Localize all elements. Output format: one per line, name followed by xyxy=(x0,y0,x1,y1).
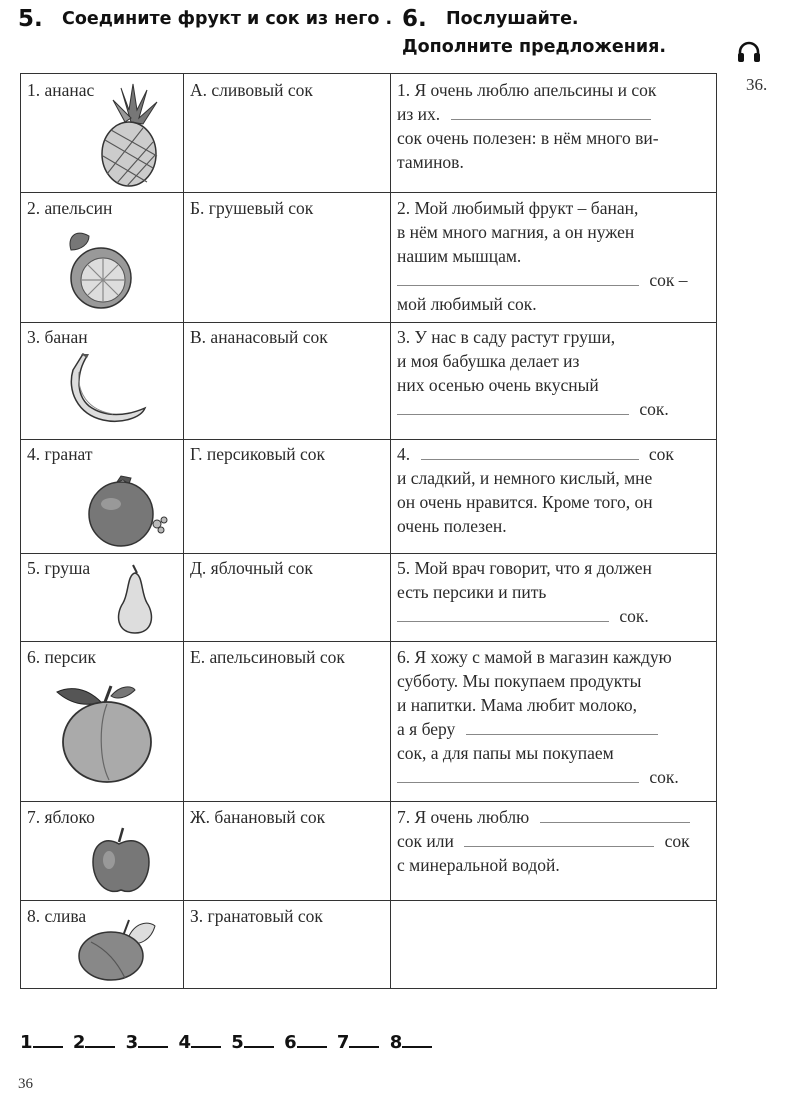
sentence-2-line: в нём много магния, а он нужен xyxy=(397,222,635,242)
sentence-6-line: сок, а для папы мы покупаем xyxy=(397,743,614,763)
answer-number: 3 xyxy=(125,1032,139,1053)
sentence-5-text: сок. xyxy=(619,606,649,626)
sentence-7-text: 7. Я очень люблю xyxy=(397,807,530,827)
answer-line xyxy=(20,1028,436,1053)
row-divider xyxy=(21,553,716,554)
sentence-1-text: из их. xyxy=(397,104,441,124)
sentence-6-line: и напитки. Мама любит молоко, xyxy=(397,695,637,715)
fruit-label: 6. персик xyxy=(27,647,97,667)
sentence-6-text: сок. xyxy=(649,767,679,787)
task6-number: 6. xyxy=(402,6,427,32)
sentence-3-line: 3. У нас в саду растут груши, xyxy=(397,327,616,347)
answer-number: 6 xyxy=(284,1032,297,1053)
orange-icon xyxy=(65,224,135,314)
answer-slot[interactable] xyxy=(138,1028,168,1048)
sentence-2-line: нашим мышцам. xyxy=(397,246,522,266)
apple-icon xyxy=(89,826,153,896)
juice-option: Д. яблочный сок xyxy=(190,558,313,578)
row-divider xyxy=(21,322,716,323)
sentence-7-text: сок xyxy=(664,831,690,851)
pear-icon xyxy=(109,563,161,637)
row-divider xyxy=(21,801,716,802)
pomegranate-icon xyxy=(77,472,171,550)
plum-icon xyxy=(77,916,157,982)
sentence-5-line xyxy=(397,604,649,628)
sentence-7-line xyxy=(397,829,690,853)
sentence-3-line: них осенью очень вкусный xyxy=(397,375,599,395)
sentence-5-line: 5. Мой врач говорит, что я должен xyxy=(397,558,652,578)
juice-option: Ж. банановый сок xyxy=(190,807,326,827)
row-divider xyxy=(21,439,716,440)
page-number: 36 xyxy=(18,1076,33,1092)
juice-option: Г. персиковый сок xyxy=(190,444,326,464)
sentence-7-text: сок или xyxy=(397,831,454,851)
answer-slot[interactable] xyxy=(297,1028,327,1048)
pineapple-icon xyxy=(91,82,171,188)
answer-slot[interactable] xyxy=(402,1028,432,1048)
fruit-label: 3. банан xyxy=(27,327,88,347)
task6-title-line1: Послушайте. xyxy=(446,9,579,29)
answer-slot[interactable] xyxy=(85,1028,115,1048)
juice-option: З. гранатовый сок xyxy=(190,906,323,926)
peach-icon xyxy=(53,680,157,784)
answer-number: 7 xyxy=(336,1032,350,1053)
answer-number: 4 xyxy=(178,1032,191,1053)
answer-blank[interactable] xyxy=(397,271,639,286)
sentence-4-text: сок xyxy=(648,444,674,464)
sentence-3-line xyxy=(397,397,669,421)
column-divider xyxy=(390,74,391,988)
fruit-label: 5. груша xyxy=(27,558,91,578)
sentence-3-text: сок. xyxy=(639,399,669,419)
juice-option: А. сливовый сок xyxy=(190,80,313,100)
juice-option: В. ананасовый сок xyxy=(190,327,328,347)
answer-slot[interactable] xyxy=(349,1028,379,1048)
answer-number: 2 xyxy=(72,1032,86,1053)
sentence-7-line xyxy=(397,805,690,829)
row-divider xyxy=(21,900,716,901)
fruit-label: 4. гранат xyxy=(27,444,93,464)
fruit-label: 8. слива xyxy=(27,906,87,926)
sentence-6-text: а я беру xyxy=(397,719,456,739)
answer-blank[interactable] xyxy=(421,445,639,460)
juice-option: Б. грушевый сок xyxy=(190,198,314,218)
sentence-6-line: 6. Я хожу с мамой в магазин каждую xyxy=(397,647,672,667)
sentence-2-line: мой любимый сок. xyxy=(397,294,537,314)
task5-title: Соедините фрукт и сок из него . xyxy=(62,9,393,29)
sentence-2-line xyxy=(397,268,688,292)
fruit-label: 2. апельсин xyxy=(27,198,113,218)
row-divider xyxy=(21,192,716,193)
sentence-4-line xyxy=(397,442,674,466)
sentence-4-line: он очень нравится. Кроме того, он xyxy=(397,492,653,512)
sentence-2-text: сок – xyxy=(649,270,688,290)
sentence-4-text: 4. xyxy=(397,444,411,464)
sentence-6-line: субботу. Мы покупаем продукты xyxy=(397,671,642,691)
answer-blank[interactable] xyxy=(540,808,690,823)
answer-slot[interactable] xyxy=(33,1028,63,1048)
exercise-table xyxy=(20,73,717,989)
answer-blank[interactable] xyxy=(397,768,639,783)
sentence-2-line: 2. Мой любимый фрукт – банан, xyxy=(397,198,639,218)
column-divider xyxy=(183,74,184,988)
answer-blank[interactable] xyxy=(464,832,654,847)
sentence-5-line: есть персики и пить xyxy=(397,582,547,602)
answer-blank[interactable] xyxy=(397,607,609,622)
fruit-label: 7. яблоко xyxy=(27,807,95,827)
answer-number: 1 xyxy=(20,1032,33,1053)
banana-icon xyxy=(67,352,151,424)
audio-track-number: 36. xyxy=(746,75,768,94)
fruit-label: 1. ананас xyxy=(27,80,95,100)
answer-blank[interactable] xyxy=(451,105,651,120)
task6-title-line2: Дополните предложения. xyxy=(402,37,666,57)
sentence-4-line: очень полезен. xyxy=(397,516,507,536)
answer-blank[interactable] xyxy=(466,720,658,735)
sentence-1-line: 1. Я очень люблю апельсины и сок xyxy=(397,80,657,100)
answer-number: 8 xyxy=(389,1032,403,1053)
sentence-6-line xyxy=(397,765,679,789)
sentence-1-line: сок очень полезен: в нём много ви- xyxy=(397,128,659,148)
headphones-icon[interactable] xyxy=(736,40,762,64)
sentence-7-line: с минеральной водой. xyxy=(397,855,560,875)
sentence-1-line: таминов. xyxy=(397,152,464,172)
answer-slot[interactable] xyxy=(191,1028,221,1048)
answer-number: 5 xyxy=(231,1032,244,1053)
juice-option: Е. апельсиновый сок xyxy=(190,647,345,667)
row-divider xyxy=(21,641,716,642)
sentence-6-line xyxy=(397,717,658,741)
sentence-3-line: и моя бабушка делает из xyxy=(397,351,580,371)
answer-slot[interactable] xyxy=(244,1028,274,1048)
sentence-4-line: и сладкий, и немного кислый, мне xyxy=(397,468,653,488)
task5-number: 5. xyxy=(18,6,43,32)
sentence-1-line xyxy=(397,102,651,126)
answer-blank[interactable] xyxy=(397,400,629,415)
